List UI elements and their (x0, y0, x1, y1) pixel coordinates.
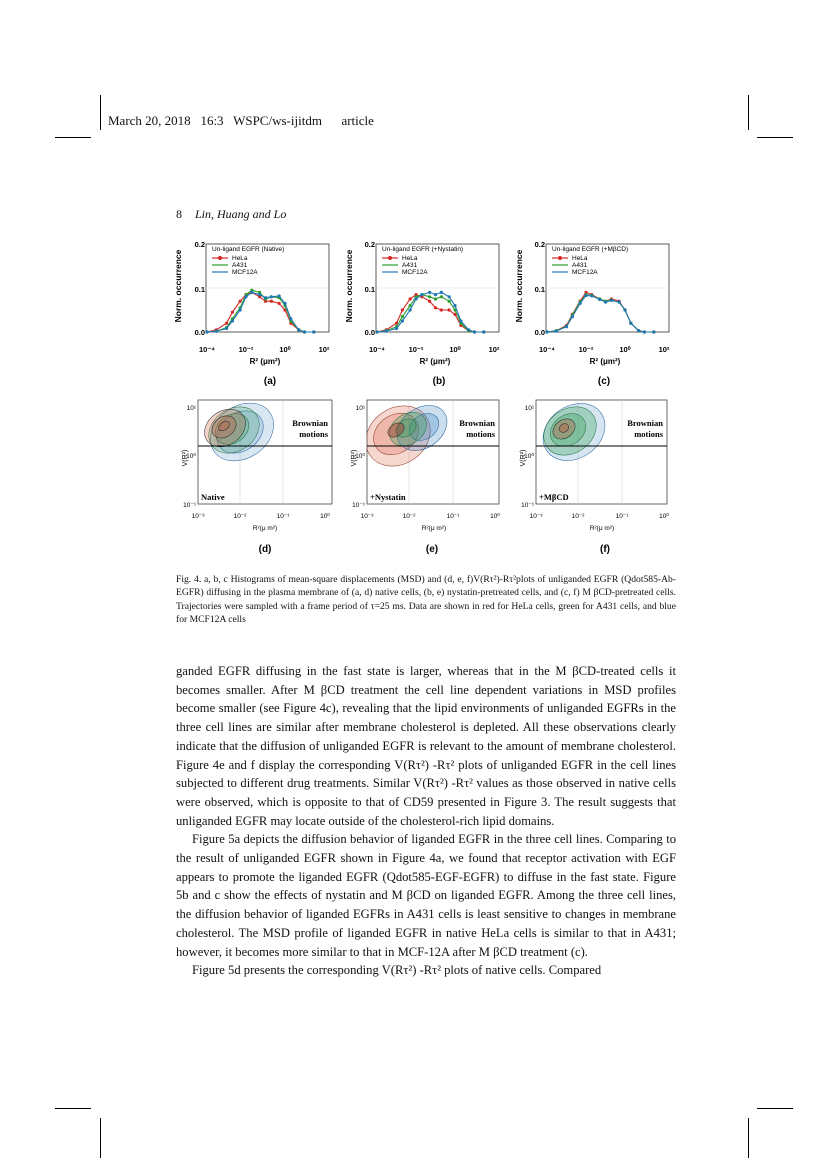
legend-mcf12a: MCF12A (232, 269, 258, 276)
legend-mcf12a: MCF12A (402, 269, 428, 276)
contour-xtick: 10⁰ (320, 513, 330, 520)
contour-xtick: 10⁻³ (191, 513, 205, 520)
data-point-mcf12a (623, 308, 626, 311)
data-point-mcf12a (440, 291, 443, 294)
crop-mark (757, 137, 793, 138)
contour-xtick: 10⁻³ (529, 513, 543, 520)
data-point-mcf12a (414, 297, 417, 300)
data-point-mcf12a (434, 293, 437, 296)
panel-label-b: (b) (432, 376, 446, 387)
legend (212, 255, 258, 276)
figure-caption (176, 573, 676, 626)
data-point-hela (225, 322, 228, 325)
condition-tag: Native (201, 492, 225, 502)
data-point-mcf12a (205, 330, 208, 333)
data-point-hela (270, 300, 273, 303)
hist-ytick: 0.2 (364, 240, 375, 249)
running-head (176, 207, 286, 222)
contour-plot-native (197, 391, 332, 504)
legend-hela: HeLa (232, 255, 248, 262)
panel-label-a: (a) (263, 376, 277, 387)
contour-xtick: 10⁻² (571, 513, 585, 520)
hist-xtick: 10⁻⁴ (368, 345, 386, 354)
hist-xlabel: R² (μm²) (419, 357, 451, 366)
data-point-hela (278, 302, 281, 305)
data-point-mcf12a (598, 298, 601, 301)
contour-ytick: 10⁻¹ (521, 502, 534, 509)
header-time: 16:3 (200, 113, 224, 128)
hist-xlabel: R² (μm²) (249, 357, 281, 366)
contour-ytick: 10¹ (355, 405, 365, 412)
contour-ytick: 10⁻¹ (183, 502, 196, 509)
running-authors: Lin, Huang and Lo (195, 207, 287, 221)
caption-label: Fig. 4. (176, 574, 202, 585)
data-point-mcf12a (385, 330, 388, 333)
hist-ytick: 0.1 (534, 285, 545, 294)
panel-label-c: (c) (597, 376, 611, 387)
data-point-mcf12a (409, 308, 412, 311)
data-point-mcf12a (473, 330, 476, 333)
data-point-mcf12a (555, 330, 558, 333)
panel-label-d: (d) (258, 544, 272, 555)
data-point-hela (440, 308, 443, 311)
data-point-mcf12a (571, 315, 574, 318)
paragraph: ganded EGFR diffusing in the fast state is larger, whereas that in the M βCD-treated cells it becomes smaller. After M βCD treatment the cell line dependent variations in MSD profiles become smaller (see Figure 4c), revealing that the lipid environments of unliganded EGFRs in the three cell lines are similar after membrane cholesterol is depleted. All these observations clearly indicate that the diffusion of unliganded EGFR is relevant to the amount of membrane cholesterol. Figure 4e and f display the corresponding V(Rτ²) -Rτ² plots of unliganded EGFR in the cell lines subjected to different drug treatments. Similar V(Rτ²) -Rτ² values as those observed in native cells were observed, which is opposite to that of CD59 presented in Figure 3. The result suggests that unliganded EGFR may locate outside of the cholesterol-rich lipid domains. (176, 664, 676, 828)
legend-hela: HeLa (402, 255, 418, 262)
contour-xlabel: R²(μ m²) (252, 525, 278, 532)
hist-xtick: 10⁰ (279, 345, 291, 354)
data-point-mcf12a (643, 330, 646, 333)
legend (552, 255, 598, 276)
hist-ytick: 0.0 (364, 328, 375, 337)
data-point-mcf12a (629, 322, 632, 325)
data-point-mcf12a (448, 295, 451, 298)
hist-xtick: 10⁻⁴ (198, 345, 216, 354)
data-point-mcf12a (428, 291, 431, 294)
legend-a431: A431 (572, 262, 588, 269)
hist-xtick: 10⁰ (619, 345, 631, 354)
hist-xtick: 10⁻⁴ (538, 345, 556, 354)
data-point-mcf12a (303, 330, 306, 333)
hist-xtick: 10⁻² (408, 345, 424, 354)
data-point-a431 (428, 295, 431, 298)
data-point-mcf12a (467, 328, 470, 331)
data-point-mcf12a (590, 294, 593, 297)
data-point-mcf12a (459, 319, 462, 322)
data-point-a431 (440, 295, 443, 298)
region-label: motions (634, 429, 663, 439)
header-type: article (341, 113, 374, 128)
hist-title: Un-ligand EGFR (Native) (212, 246, 285, 253)
region-label: Brownian (627, 418, 663, 428)
data-point-mcf12a (420, 293, 423, 296)
data-point-hela (401, 308, 404, 311)
contour-xtick: 10⁰ (490, 513, 500, 520)
contour-ytick: 10¹ (524, 405, 534, 412)
crop-mark (748, 1118, 749, 1158)
crop-mark (55, 1108, 91, 1109)
hist-title: Un-ligand EGFR (+Nystatin) (382, 246, 464, 253)
data-point-hela (448, 308, 451, 311)
data-point-mcf12a (225, 327, 228, 330)
hist-xlabel: R² (μm²) (589, 357, 621, 366)
data-point-hela (434, 306, 437, 309)
hist-ytick: 0.2 (534, 240, 545, 249)
data-point-hela (428, 300, 431, 303)
data-point-hela (409, 297, 412, 300)
figure-4 (170, 236, 682, 562)
contour-plot-mbcd (532, 392, 667, 504)
hist-xtick: 10⁰ (449, 345, 461, 354)
contour-xlabel: R²(μ m²) (589, 525, 615, 532)
data-point-mcf12a (604, 300, 607, 303)
region-label: Brownian (292, 418, 328, 428)
region-label: motions (299, 429, 328, 439)
contour-ylabel: V(R²) (520, 449, 527, 467)
crop-mark (748, 95, 749, 130)
contour-xtick: 10⁻¹ (276, 513, 290, 520)
data-point-mcf12a (239, 308, 242, 311)
hist-ytick: 0.2 (194, 240, 205, 249)
paragraph: Figure 5d presents the corresponding V(Rτ²) -Rτ² plots of native cells. Compared (192, 963, 602, 978)
data-point-mcf12a (258, 293, 261, 296)
data-point-a431 (448, 300, 451, 303)
contour-ytick: 10⁰ (355, 453, 365, 460)
caption-text: a, b, c Histograms of mean-square displacements (MSD) and (d, e, f)V(Rτ²)-Rτ²plots of unliganded EGFR (Qdot585-Ab-EGFR) diffusing in the plasma membrane of (a, d) native cells, (b, e) nystatin-pretreated cells, and (c, f) M βCD-pretreated cells. Trajectories were sampled with a frame period of τ=25 ms. Data are shown in red for HeLa cells, green for A431 cells, and blue for MCF12A cells (176, 574, 676, 625)
contour-ylabel: V(R²) (351, 449, 358, 467)
crop-mark (757, 1108, 793, 1109)
data-point-a431 (401, 315, 404, 318)
hist-ytick: 0.0 (534, 328, 545, 337)
data-point-mcf12a (283, 302, 286, 305)
panel-label-f: (f) (600, 544, 610, 555)
data-point-mcf12a (270, 295, 273, 298)
data-point-mcf12a (618, 300, 621, 303)
condition-tag: +MβCD (539, 492, 569, 502)
data-point-mcf12a (244, 295, 247, 298)
contour-ytick: 10¹ (186, 405, 196, 412)
panel-label-e: (e) (425, 544, 439, 555)
contour-ylabel: V(R²) (182, 449, 189, 467)
hist-ytick: 0.0 (194, 328, 205, 337)
contour-ytick: 10⁻¹ (352, 502, 365, 509)
data-point-mcf12a (278, 294, 281, 297)
data-point-mcf12a (289, 317, 292, 320)
contour-xtick: 10⁻¹ (615, 513, 629, 520)
hist-ytick: 0.1 (364, 285, 375, 294)
data-point-mcf12a (312, 330, 315, 333)
hist-xtick: 10² (488, 345, 500, 354)
data-point-mcf12a (375, 330, 378, 333)
legend (382, 255, 428, 276)
crop-mark (100, 1118, 101, 1158)
data-point-mcf12a (610, 299, 613, 302)
contour-ytick: 10⁰ (524, 453, 534, 460)
page-header (108, 113, 374, 129)
crop-mark (55, 137, 91, 138)
data-point-hela (239, 300, 242, 303)
contour-xtick: 10⁻² (402, 513, 416, 520)
data-point-mcf12a (297, 328, 300, 331)
legend-a431: A431 (402, 262, 418, 269)
hist-ylabel: Norm. occurrence (344, 249, 354, 323)
legend-hela: HeLa (572, 255, 588, 262)
hist-ytick: 0.1 (194, 285, 205, 294)
data-point-mcf12a (250, 291, 253, 294)
header-style: WSPC/ws-ijitdm (233, 113, 322, 128)
data-point-mcf12a (453, 304, 456, 307)
hist-xtick: 10⁻² (578, 345, 594, 354)
data-point-mcf12a (215, 330, 218, 333)
region-label: motions (466, 429, 495, 439)
page-number: 8 (176, 207, 182, 221)
data-point-mcf12a (584, 294, 587, 297)
data-point-mcf12a (231, 319, 234, 322)
data-point-hela (231, 311, 234, 314)
paragraph: Figure 5a depicts the diffusion behavior of liganded EGFR in the three cell lines. Comparing to the result of unliganded EGFR shown in Figure 4a, we found that receptor activation with EGF appears to promote the liganded EGFR (Qdot585-EGF-EGFR) to diffuse in the fast state. Figure 5b and c show the effects of nystatin and M βCD on liganded EGFR. Among the three cell lines, the diffusion behavior of liganded EGFRs in A431 cells is least sensitive to changes in membrane cholesterol. The MSD profile of liganded EGFR in native HeLa cells is similar to that in A431; however, it becomes more similar to that in MCF-12A after M βCD treatment (c). (176, 832, 676, 959)
body-text (176, 662, 676, 980)
hist-ylabel: Norm. occurrence (514, 249, 524, 323)
contour-plot-nystatin (354, 394, 499, 504)
data-point-mcf12a (401, 319, 404, 322)
data-point-mcf12a (637, 329, 640, 332)
data-point-mcf12a (579, 302, 582, 305)
hist-title: Un-ligand EGFR (+MβCD) (552, 246, 629, 253)
data-point-mcf12a (482, 330, 485, 333)
header-date: March 20, 2018 (108, 113, 191, 128)
contour-xlabel: R²(μ m²) (421, 525, 447, 532)
crop-mark (100, 95, 101, 130)
data-point-mcf12a (565, 325, 568, 328)
series-line-hela (207, 292, 314, 332)
data-point-a431 (434, 297, 437, 300)
hist-xtick: 10² (318, 345, 330, 354)
contour-xtick: 10⁰ (659, 513, 669, 520)
data-point-mcf12a (652, 330, 655, 333)
data-point-mcf12a (545, 330, 548, 333)
contour-xtick: 10⁻² (233, 513, 247, 520)
hist-xtick: 10² (658, 345, 670, 354)
legend-a431: A431 (232, 262, 248, 269)
legend-mcf12a: MCF12A (572, 269, 598, 276)
contour-ytick: 10⁰ (186, 453, 196, 460)
contour-xtick: 10⁻³ (360, 513, 374, 520)
contour-xtick: 10⁻¹ (446, 513, 460, 520)
series-line-mcf12a (547, 296, 654, 333)
hist-xtick: 10⁻² (238, 345, 254, 354)
data-point-mcf12a (395, 327, 398, 330)
data-point-mcf12a (264, 296, 267, 299)
condition-tag: +Nystatin (370, 492, 406, 502)
hist-ylabel: Norm. occurrence (173, 249, 183, 323)
region-label: Brownian (459, 418, 495, 428)
